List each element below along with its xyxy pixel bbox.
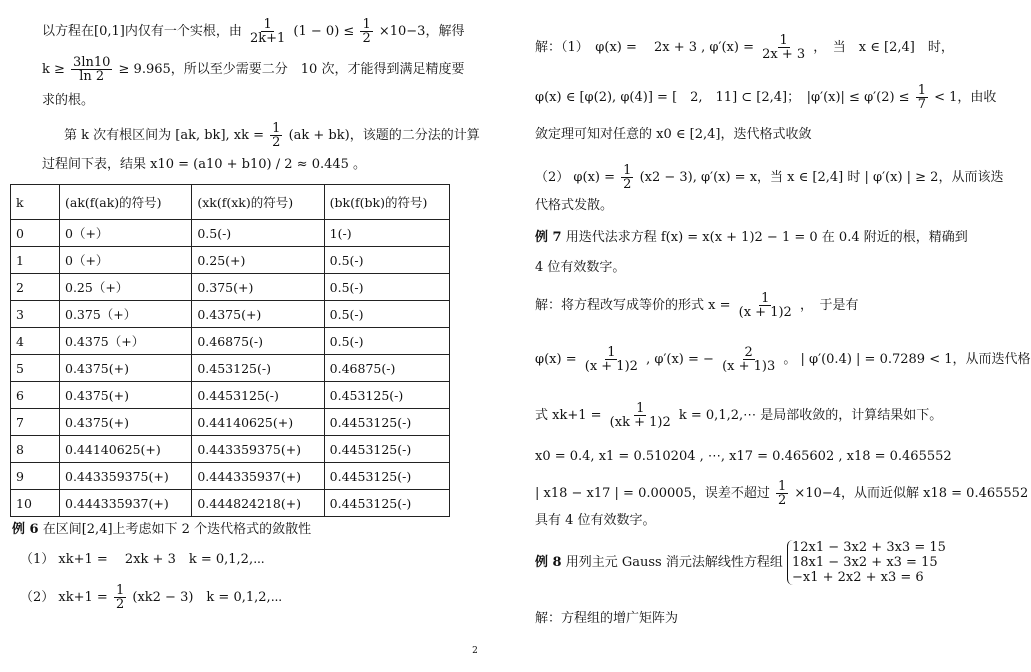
table-cell: 0.4453125(-) (324, 490, 449, 517)
table-cell: 0.44140625(+) (60, 436, 192, 463)
table-cell: 0（+） (60, 247, 192, 274)
formula-line: （1） xk+1 = 2xk + 3 k = 0,1,2,⋯ (20, 552, 265, 567)
fraction: $\frac{1}{2k+1}$ (249, 17, 286, 46)
paragraph-line: k ≥ $\frac{3\ln 10}{\ln 2}$ ≥ 9.965，所以至少需要二分 10 次，才能得到满足精度要 (42, 55, 465, 84)
table-row (11, 328, 450, 355)
paragraph-line: 过程间下表，结果 x10 = (a10 + b10) / 2 ≈ 0.445 。 (42, 157, 367, 172)
table-cell: 0.4453125(-) (324, 409, 449, 436)
fraction: $\frac{1}{2}$ (115, 583, 125, 612)
table-cell: 0.5(-) (324, 301, 449, 328)
header-a: (ak(f(ak)的符号) (60, 185, 192, 220)
table-cell: 7 (11, 409, 60, 436)
table-cell: 6 (11, 382, 60, 409)
table-row (11, 301, 450, 328)
table-cell: 0.375(+) (192, 274, 324, 301)
equation: 12x1 − 3x2 + 3x3 = 15 (791, 540, 946, 555)
table-cell: 0.5(-) (324, 247, 449, 274)
fraction: $\frac{1}{7}$ (917, 83, 926, 112)
table-cell: 0.375（+） (60, 301, 192, 328)
table-cell: 0.25（+） (60, 274, 192, 301)
table-cell: 0.4453125(-) (192, 382, 324, 409)
table-cell: 5 (11, 355, 60, 382)
table-cell: 0 (11, 220, 60, 247)
table-cell: 0.46875(-) (192, 328, 324, 355)
formula-line: （2） xk+1 = $\frac{1}{2}$ (xk2 − 3) k = 0,1,2,⋯ (20, 583, 283, 612)
example-label: 例 8 (535, 555, 562, 570)
table-row (11, 355, 450, 382)
fraction: $\frac{1}{(x + 1)2}$ (738, 291, 792, 320)
table-cell: 2 (11, 274, 60, 301)
equation: 18x1 − 3x2 + x3 = 15 (791, 555, 938, 570)
paragraph-line: 解：将方程改写成等价的形式 x = $\frac{1}{(x + 1)2}$ ， 于是有 (535, 291, 859, 320)
table-cell: 0.4375（+） (60, 328, 192, 355)
page-number: 2 (472, 646, 478, 656)
table-cell: 0.4375(+) (60, 409, 192, 436)
table-row (11, 490, 450, 517)
table-cell: 0.443359375(+) (192, 436, 324, 463)
fraction: $\frac{1}{2}$ (778, 479, 787, 508)
example-label: 例 7 (535, 230, 562, 245)
table-cell: 0.444335937(+) (60, 490, 192, 517)
equation: −x1 + 2x2 + x3 = 6 (791, 570, 924, 585)
table-cell: 0.44140625(+) (192, 409, 324, 436)
paragraph-line: 求的根。 (42, 93, 95, 108)
paragraph-line: 敛定理可知对任意的 x0 ∈ [2,4]，迭代格式收敛 (535, 127, 812, 142)
fraction: $\frac{3\ln 10}{\ln 2}$ (73, 55, 111, 84)
table-cell: 0.444335937(+) (192, 463, 324, 490)
fraction: $\frac{1}{2}$ (362, 17, 371, 46)
table-row (11, 409, 450, 436)
paragraph-line: 例 8 用列主元 Gauss 消元法解线性方程组 12x1 − 3x2 + 3x3 = 15 18x1 − 3x2 + x3 = 15 −x1 + 2x2 + x3 = 6 (535, 540, 946, 585)
fraction: $\frac{1}{2}$ (272, 121, 281, 150)
table-cell: 0.5(-) (324, 274, 449, 301)
paragraph-line: 以方程在[0,1]内仅有一个实根，由 $\frac{1}{2k+1}$ (1 − 0) ≤ $\frac{1}{2}$ ×10−3，解得 (42, 17, 465, 46)
table-cell: 10 (11, 490, 60, 517)
table-cell: 0.4453125(-) (324, 436, 449, 463)
paragraph-line: φ(x) ∈ [φ(2), φ(4)] = [ 2, 11] ⊂ [2,4]； |φ′(x)| ≤ φ′(2) ≤ $\frac{1}{7}$ < 1，由收 (535, 83, 997, 112)
table-cell: 8 (11, 436, 60, 463)
table-row (11, 274, 450, 301)
table-cell: 0.25(+) (192, 247, 324, 274)
table-cell: 0.4375(+) (60, 355, 192, 382)
paragraph-line: （2） φ(x) = $\frac{1}{2}$ (x2 − 3), φ′(x) = x，当 x ∈ [2,4] 时 | φ′(x) | ≥ 2，从而该迭 (535, 163, 1004, 192)
table-cell: 0.5(-) (192, 220, 324, 247)
table-body (11, 220, 450, 517)
table-row (11, 463, 450, 490)
header-b: (bk(f(bk)的符号) (324, 185, 449, 220)
equation-system (787, 540, 946, 585)
table-cell: 0（+） (60, 220, 192, 247)
paragraph-line: 例 7 用迭代法求方程 f(x) = x(x + 1)2 − 1 = 0 在 0.4 附近的根，精确到 (535, 230, 968, 245)
bisection-table (10, 184, 450, 517)
paragraph-line: 解：（1） φ(x) = 2x + 3 , φ′(x) = $\frac{1}{2x + 3}$ ， 当 x ∈ [2,4] 时， (535, 33, 954, 62)
paragraph-line: 具有 4 位有效数字。 (535, 513, 656, 528)
header-k: k (11, 185, 60, 220)
table-cell: 0.444824218(+) (192, 490, 324, 517)
table-cell: 0.4453125(-) (324, 463, 449, 490)
fraction: $\frac{2}{(x + 1)3}$ (722, 345, 776, 374)
paragraph-line: x0 = 0.4, x1 = 0.510204 , ⋯, x17 = 0.465602 , x18 = 0.465552 (535, 449, 952, 464)
table-cell: 4 (11, 328, 60, 355)
table-cell: 0.4375(+) (60, 382, 192, 409)
table-header-row (11, 185, 450, 220)
table-cell: 0.46875(-) (324, 355, 449, 382)
table-cell: 1(-) (324, 220, 449, 247)
table-row (11, 382, 450, 409)
fraction: $\frac{1}{2}$ (623, 163, 632, 192)
fraction: $\frac{1}{2x + 3}$ (762, 33, 806, 62)
table-cell: 0.453125(-) (324, 382, 449, 409)
table-cell: 0.5(-) (324, 328, 449, 355)
paragraph-line: 解：方程组的增广矩阵为 (535, 611, 679, 626)
paragraph-line: | x18 − x17 | = 0.00005，误差不超过 $\frac{1}{2}$ ×10−4，从而近似解 x18 = 0.465552 (535, 479, 1029, 508)
table-cell: 3 (11, 301, 60, 328)
paragraph-line: 例 6 在区间[2,4]上考虑如下 2 个迭代格式的敛散性 (12, 522, 312, 537)
fraction: $\frac{1}{(x + 1)2}$ (584, 345, 638, 374)
paragraph-line: 4 位有效数字。 (535, 260, 626, 275)
fraction: $\frac{1}{(xk + 1)2}$ (609, 401, 671, 430)
table-row (11, 220, 450, 247)
paragraph-line: 式 xk+1 = $\frac{1}{(xk + 1)2}$ k = 0,1,2,⋯ 是局部收敛的，计算结果如下。 (535, 401, 943, 430)
paragraph-line: 第 k 次有根区间为 [ak, bk], xk = $\frac{1}{2}$ (ak + bk)，该题的二分法的计算 (64, 121, 480, 150)
example-label: 例 6 (12, 522, 39, 537)
table-cell: 0.4375(+) (192, 301, 324, 328)
table-cell: 9 (11, 463, 60, 490)
paragraph-line: 代格式发散。 (535, 198, 614, 213)
table-row (11, 436, 450, 463)
header-x: (xk(f(xk)的符号) (192, 185, 324, 220)
table-cell: 0.453125(-) (192, 355, 324, 382)
table-cell: 1 (11, 247, 60, 274)
table-cell: 0.443359375(+) (60, 463, 192, 490)
table-row (11, 247, 450, 274)
paragraph-line: φ(x) = $\frac{1}{(x + 1)2}$ , φ′(x) = − $\frac{2}{(x + 1)3}$ 。 | φ′(0.4) | = 0.7289 < 1，从而迭代格 (535, 345, 1031, 374)
